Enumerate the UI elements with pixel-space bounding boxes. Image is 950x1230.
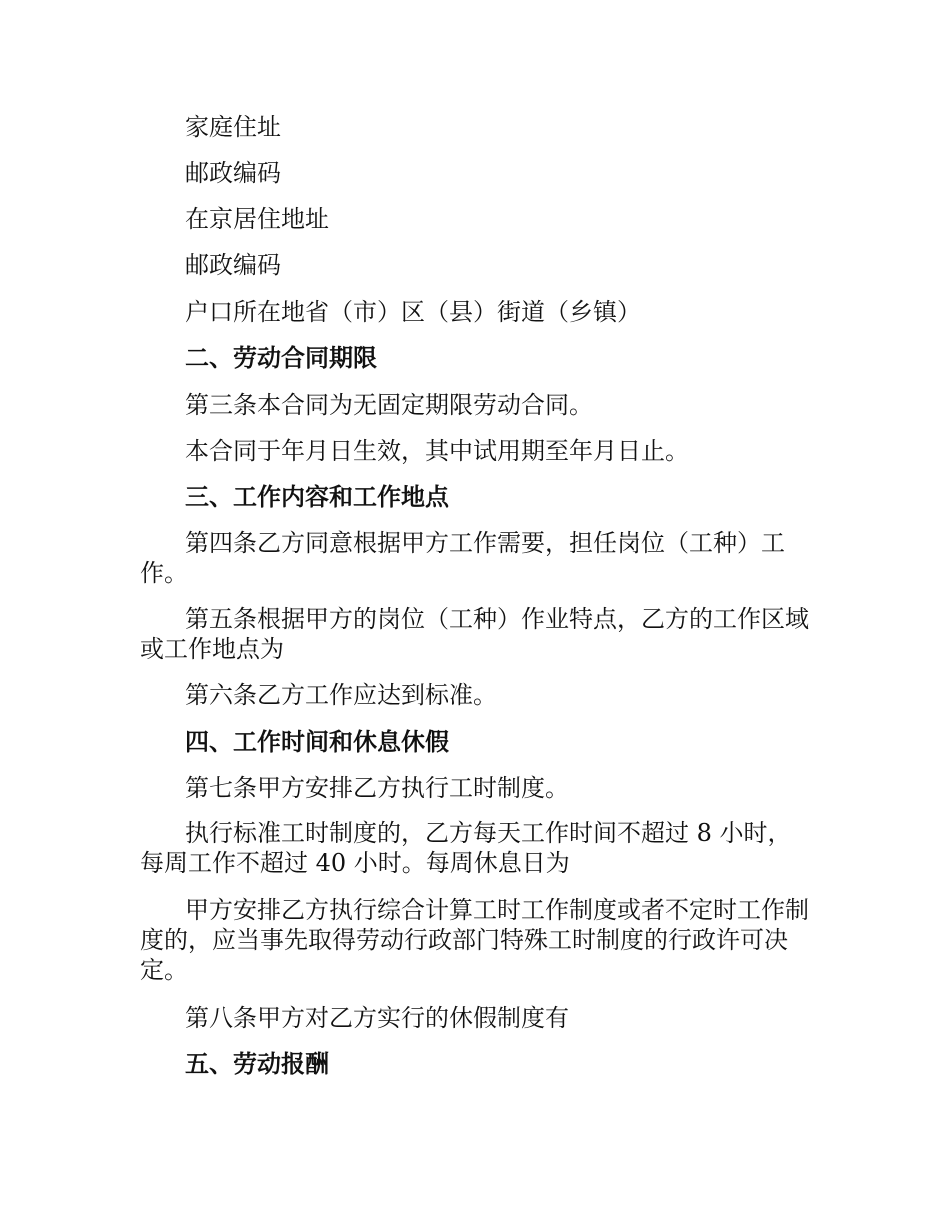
- beijing-address-line: 在京居住地址: [185, 205, 329, 233]
- article-6-paragraph: 第六条乙方工作应达到标准。: [185, 681, 497, 709]
- special-hours-paragraph: 甲方安排乙方执行综合计算工时工作制度或者不定时工作制度的，应当事先取得劳动行政部门特殊工时制度的行政许可决定。: [140, 896, 809, 984]
- section-heading-work-content: 三、工作内容和工作地点: [185, 482, 449, 511]
- hukou-location-line: 户口所在地省（市）区（县）街道（乡镇）: [185, 298, 641, 326]
- effective-date-paragraph: 本合同于年月日生效，其中试用期至年月日止。: [185, 437, 689, 465]
- postal-code-line: 邮政编码: [185, 251, 281, 279]
- home-address-line: 家庭住址: [185, 113, 281, 141]
- article-5-paragraph: 第五条根据甲方的岗位（工种）作业特点，乙方的工作区域或工作地点为: [140, 605, 809, 663]
- section-heading-working-hours: 四、工作时间和休息休假: [185, 727, 449, 756]
- section-heading-contract-term: 二、劳动合同期限: [185, 343, 377, 372]
- section-heading-remuneration: 五、劳动报酬: [185, 1049, 329, 1078]
- postal-code-line: 邮政编码: [185, 159, 281, 187]
- standard-hours-paragraph: 执行标准工时制度的，乙方每天工作时间不超过 8 小时，每周工作不超过 40 小时。每周休息日为: [140, 819, 792, 877]
- article-3-paragraph: 第三条本合同为无固定期限劳动合同。: [185, 391, 593, 419]
- article-4-paragraph: 第四条乙方同意根据甲方工作需要，担任岗位（工种）工作。: [140, 529, 785, 587]
- article-8-paragraph: 第八条甲方对乙方实行的休假制度有: [185, 1004, 569, 1032]
- article-7-paragraph: 第七条甲方安排乙方执行工时制度。: [185, 774, 569, 802]
